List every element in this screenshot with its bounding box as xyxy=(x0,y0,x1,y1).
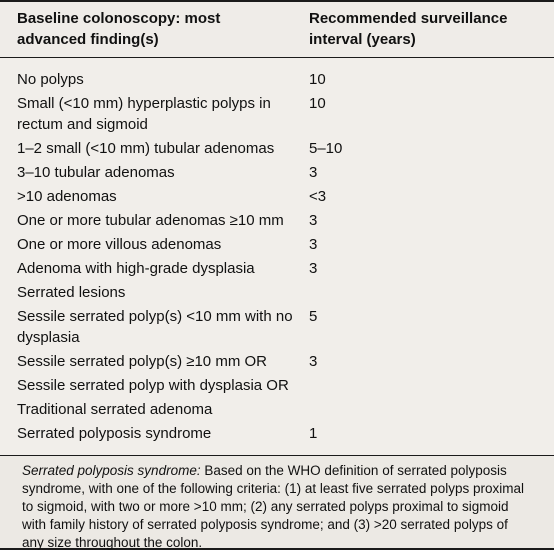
interval-cell: <3 xyxy=(309,188,327,205)
interval-cell: 5 xyxy=(309,308,318,325)
interval-cell: 3 xyxy=(309,260,318,277)
interval-cell: 3 xyxy=(309,353,318,370)
interval-cell: 3 xyxy=(309,236,318,253)
footnote-text: Based on the WHO definition of serrated polyposis syndrome, with one of the following criteria: (1) at least five serrated polyps proximal to sigmoid, with two or more >10 mm; (2) any serrated polyps proximal to sigmoid with family history of serrated polyposis syndrome; and (3) >20 serrated polyps of any size throughout the colon. xyxy=(22,463,524,550)
finding-cell: One or more tubular adenomas ≥10 mm xyxy=(17,212,284,229)
finding-cell: One or more villous adenomas xyxy=(17,236,222,253)
finding-cell: Serrated polyposis syndrome xyxy=(17,425,212,442)
finding-cell: Adenoma with high-grade dysplasia xyxy=(17,260,255,277)
finding-cell: Sessile serrated polyp(s) <10 mm with no dysplasia xyxy=(17,308,293,346)
finding-cell: Sessile serrated polyp(s) ≥10 mm OR xyxy=(17,353,267,370)
table-footnote xyxy=(0,455,554,550)
header-finding: Baseline colonoscopy: most advanced finding(s) xyxy=(17,10,221,48)
table-body xyxy=(0,58,554,455)
interval-cell: 3 xyxy=(309,212,318,229)
interval-cell: 10 xyxy=(309,95,326,112)
interval-cell: 1 xyxy=(309,425,318,442)
finding-cell: 3–10 tubular adenomas xyxy=(17,164,175,181)
interval-cell: 3 xyxy=(309,164,318,181)
finding-cell: Small (<10 mm) hyperplastic polyps in rectum and sigmoid xyxy=(17,95,271,133)
header-interval: Recommended surveillance interval (years) xyxy=(309,10,508,48)
finding-cell: No polyps xyxy=(17,71,84,88)
table-header xyxy=(0,0,554,58)
finding-cell: Traditional serrated adenoma xyxy=(17,401,213,418)
interval-cell: 5–10 xyxy=(309,140,343,157)
finding-cell: >10 adenomas xyxy=(17,188,117,205)
finding-cell: Sessile serrated polyp with dysplasia OR xyxy=(17,377,289,394)
footnote-lead: Serrated polyposis syndrome: xyxy=(22,463,201,478)
interval-cell: 10 xyxy=(309,71,326,88)
finding-cell: Serrated lesions xyxy=(17,284,126,301)
finding-cell: 1–2 small (<10 mm) tubular adenomas xyxy=(17,140,275,157)
